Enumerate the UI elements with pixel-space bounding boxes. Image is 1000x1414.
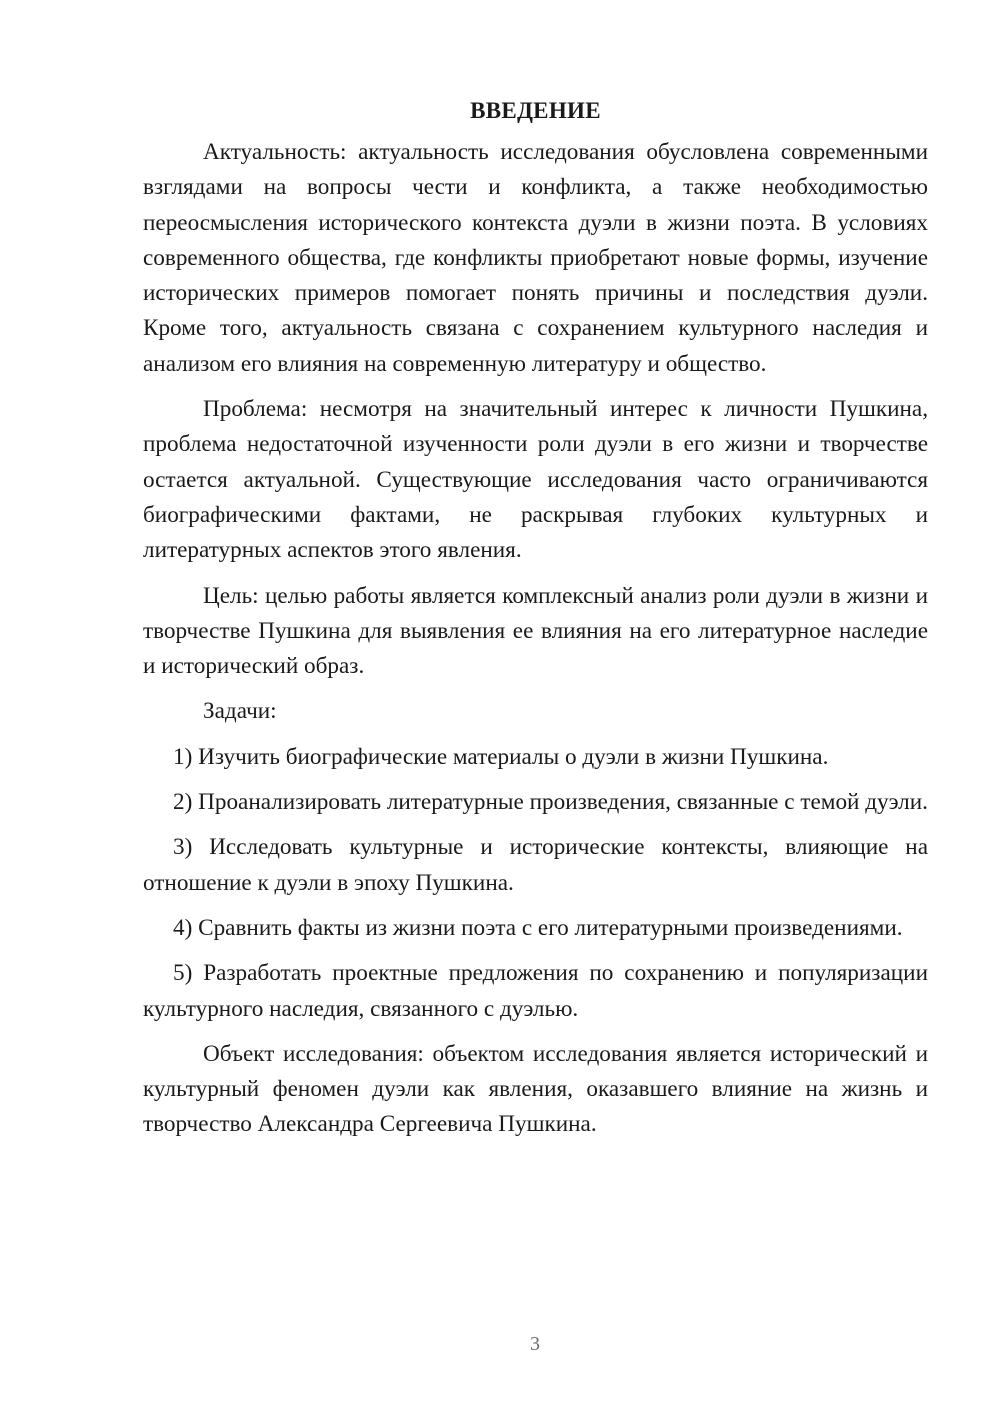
- task-item-3: 3) Исследовать культурные и исторические контексты, влияющие на отношение к дуэли в эпоху Пушкина.: [143, 834, 928, 896]
- tasks-heading: Задачи:: [203, 698, 277, 725]
- page-content: [143, 93, 928, 1153]
- paragraph-relevance: Актуальность: актуальность исследования обусловлена современными взглядами на вопросы чести и конфликта, а также необходимостью переосмысления исторического контекста дуэли в жизни поэта. В условиях современного общества, где конфликты приобретают новые формы, изучение исторических примеров помогает понять причины и последствия дуэли. Кроме того, актуальность связана с сохранением культурного наследия и анализом его влияния на современную литературу и общество.: [143, 139, 928, 377]
- section-title: ВВЕДЕНИЕ: [470, 98, 601, 123]
- task-item-4: 4) Сравнить факты из жизни поэта с его литературными произведениями.: [173, 914, 903, 941]
- paragraph-problem: Проблема: несмотря на значительный интерес к личности Пушкина, проблема недостаточной изученности роли дуэли в его жизни и творчестве остается актуальной. Существующие исследования часто ограничиваются биографическими фактами, не раскрывая глубоких культурных и литературных аспектов этого явления.: [143, 396, 928, 564]
- task-item-5: 5) Разработать проектные предложения по сохранению и популяризации культурного наследия, связанного с дуэлью.: [143, 960, 928, 1022]
- task-item-2: 2) Проанализировать литературные произведения, связанные с темой дуэли.: [173, 789, 928, 816]
- page-number: 3: [530, 1333, 540, 1355]
- task-item-1: 1) Изучить биографические материалы о дуэли в жизни Пушкина.: [173, 743, 829, 770]
- paragraph-goal: Цель: целью работы является комплексный анализ роли дуэли в жизни и творчестве Пушкина для выявления ее влияния на его литературное наследие и исторический образ.: [143, 582, 928, 680]
- paragraph-object: Объект исследования: объектом исследования является исторический и культурный феномен дуэли как явления, оказавшего влияние на жизнь и творчество Александра Сергеевича Пушкина.: [143, 1040, 928, 1138]
